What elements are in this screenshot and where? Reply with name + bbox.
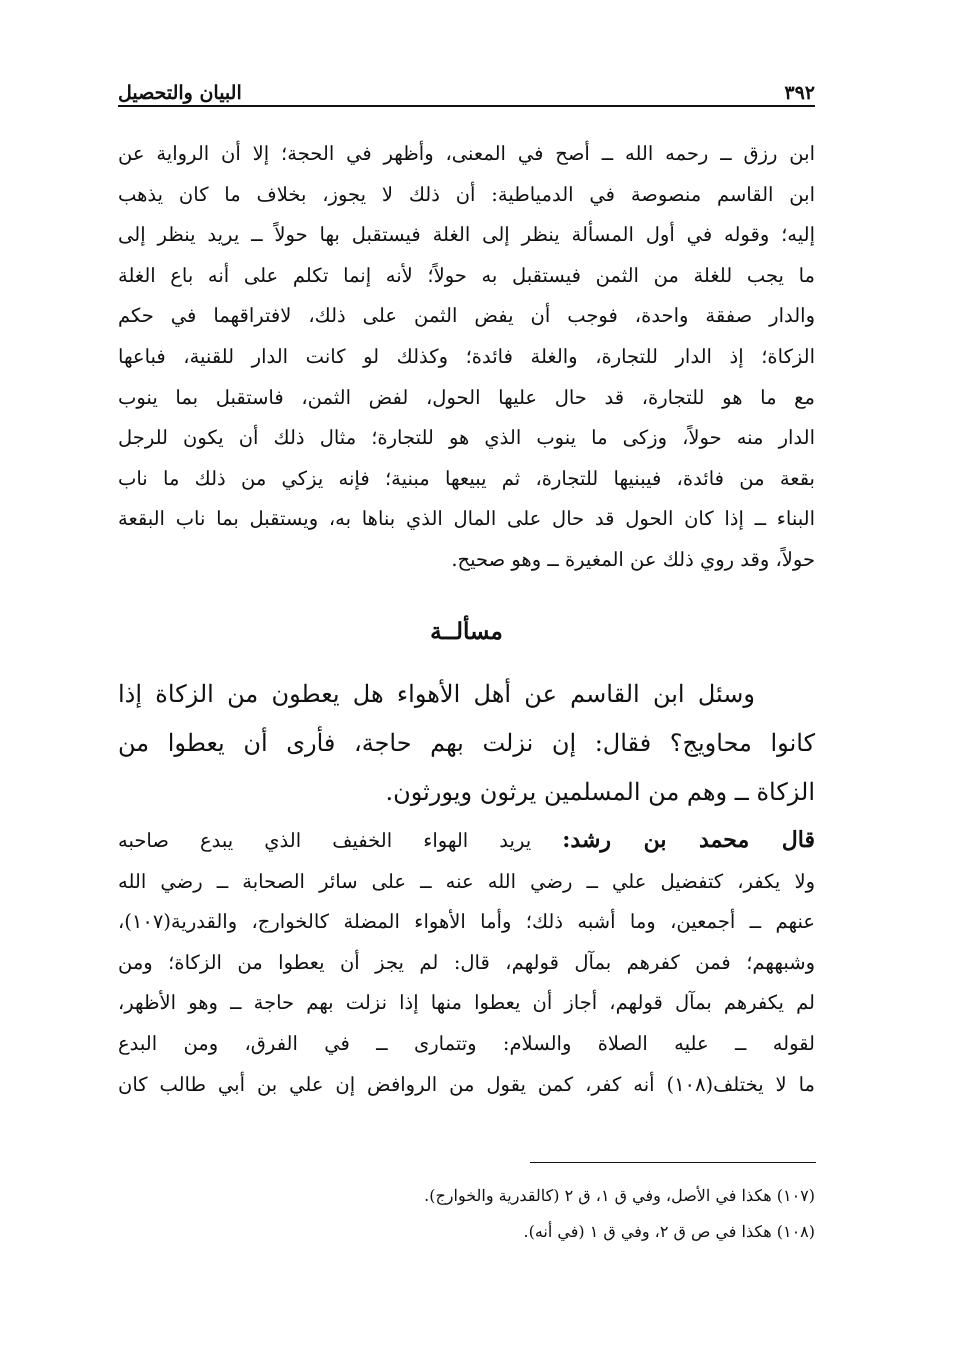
text-line: حولاً، وقد روي ذلك عن المغيرة ــ وهو صحيح. (451, 547, 815, 571)
text-line: مع ما هو للتجارة، قد حال عليها الحول، لفض الثمن، فاستقبل بما ينوب (118, 385, 815, 409)
text-line: عنهم ــ أجمعين، وما أشبه ذلك؛ وأما الأهواء المضلة كالخوارج، والقدرية(١٠٧)، (118, 910, 815, 934)
text-line: ولا يكفر، كتفضيل علي ــ رضي الله عنه ــ على سائر الصحابة ــ رضي الله (118, 869, 815, 893)
running-head (118, 68, 815, 104)
text-line: ابن القاسم منصوصة في الدمياطية: أن ذلك لا يجوز، بخلاف ما كان يذهب (118, 182, 815, 206)
text-line: ما لا يختلف(١٠٨) أنه كفر، كمن يقول من الروافض إن علي بن أبي طالب كان (118, 1072, 815, 1096)
section-heading: مسألــة (430, 618, 503, 645)
text-line: والدار صفقة واحدة، فوجب أن يفض الثمن على ذلك، لافتراقهما في حكم (118, 304, 815, 328)
text-line: لقوله ــ عليه الصلاة والسلام: وتتمارى ــ في الفرق، ومن البدع (118, 1031, 815, 1055)
text-line (118, 820, 815, 862)
question-line: كانوا محاويج؟ فقال: إن نزلت بهم حاجة، فأرى أن يعطوا من (118, 729, 815, 757)
text-line: ما يجب للغلة من الثمن فيستقبل به حولاً؛ لأنه إنما تكلم على أنه باع الغلة (118, 263, 815, 287)
first-line-text: يريد الهواء الخفيف الذي يبدع صاحبه (118, 829, 532, 852)
speaker-label: قال محمد بن رشد: (562, 827, 816, 853)
question-paragraph (118, 670, 815, 817)
footnote-rule (530, 1162, 816, 1163)
footnote-108: (١٠٨) هكذا في ص ق ٢، وفي ق ١ (في أنه). (523, 1222, 815, 1241)
text-line: الدار منه حولاً، وزكى ما ينوب الذي هو للتجارة؛ مثال ذلك أن يكون للرجل (118, 426, 815, 450)
running-title: البيان والتحصيل (118, 82, 242, 104)
footnote-107: (١٠٧) هكذا في الأصل، وفي ق ١، ق ٢ (كالقدرية والخوارج). (424, 1186, 815, 1205)
footnotes (118, 1178, 815, 1250)
question-line: وسئل ابن القاسم عن أهل الأهواء هل يعطون من الزكاة إذا (118, 680, 755, 708)
question-line: الزكاة ــ وهم من المسلمين يرثون ويورثون. (385, 778, 815, 806)
header-rule (118, 105, 815, 107)
text-line: إليه؛ وقوله في أول المسألة ينظر إلى الغلة فيستقبل بها حولاً ــ يريد ينظر إلى (118, 223, 815, 247)
text-line: لم يكفرهم بمآل قولهم، أجاز أن يعطوا منها إذا نزلت بهم حاجة ــ وهو الأظهر، (118, 991, 815, 1015)
text-line: الزكاة؛ إذ الدار للتجارة، والغلة فائدة؛ وكذلك لو كانت الدار للقنية، فباعها (118, 344, 815, 368)
text-line: ابن رزق ــ رحمه الله ــ أصح في المعنى، وأظهر في الحجة؛ إلا أن الرواية عن (118, 142, 815, 165)
paragraph-1 (118, 134, 815, 581)
text-line: بقعة من فائدة، فيبنيها للتجارة، ثم يبيعها مبنية؛ فإنه يزكي من ذلك ما ناب (118, 466, 815, 490)
text-line: البناء ــ إذا كان الحول قد حال على المال الذي بناها به، ويستقبل بما ناب البقعة (118, 507, 815, 531)
page-number: ٣٩٢ (784, 82, 815, 104)
text-line: وشبههم؛ فمن كفرهم بمآل قولهم، قال: لم يجز أن يعطوا من الزكاة؛ ومن (118, 950, 815, 974)
paragraph-2 (118, 820, 815, 1105)
